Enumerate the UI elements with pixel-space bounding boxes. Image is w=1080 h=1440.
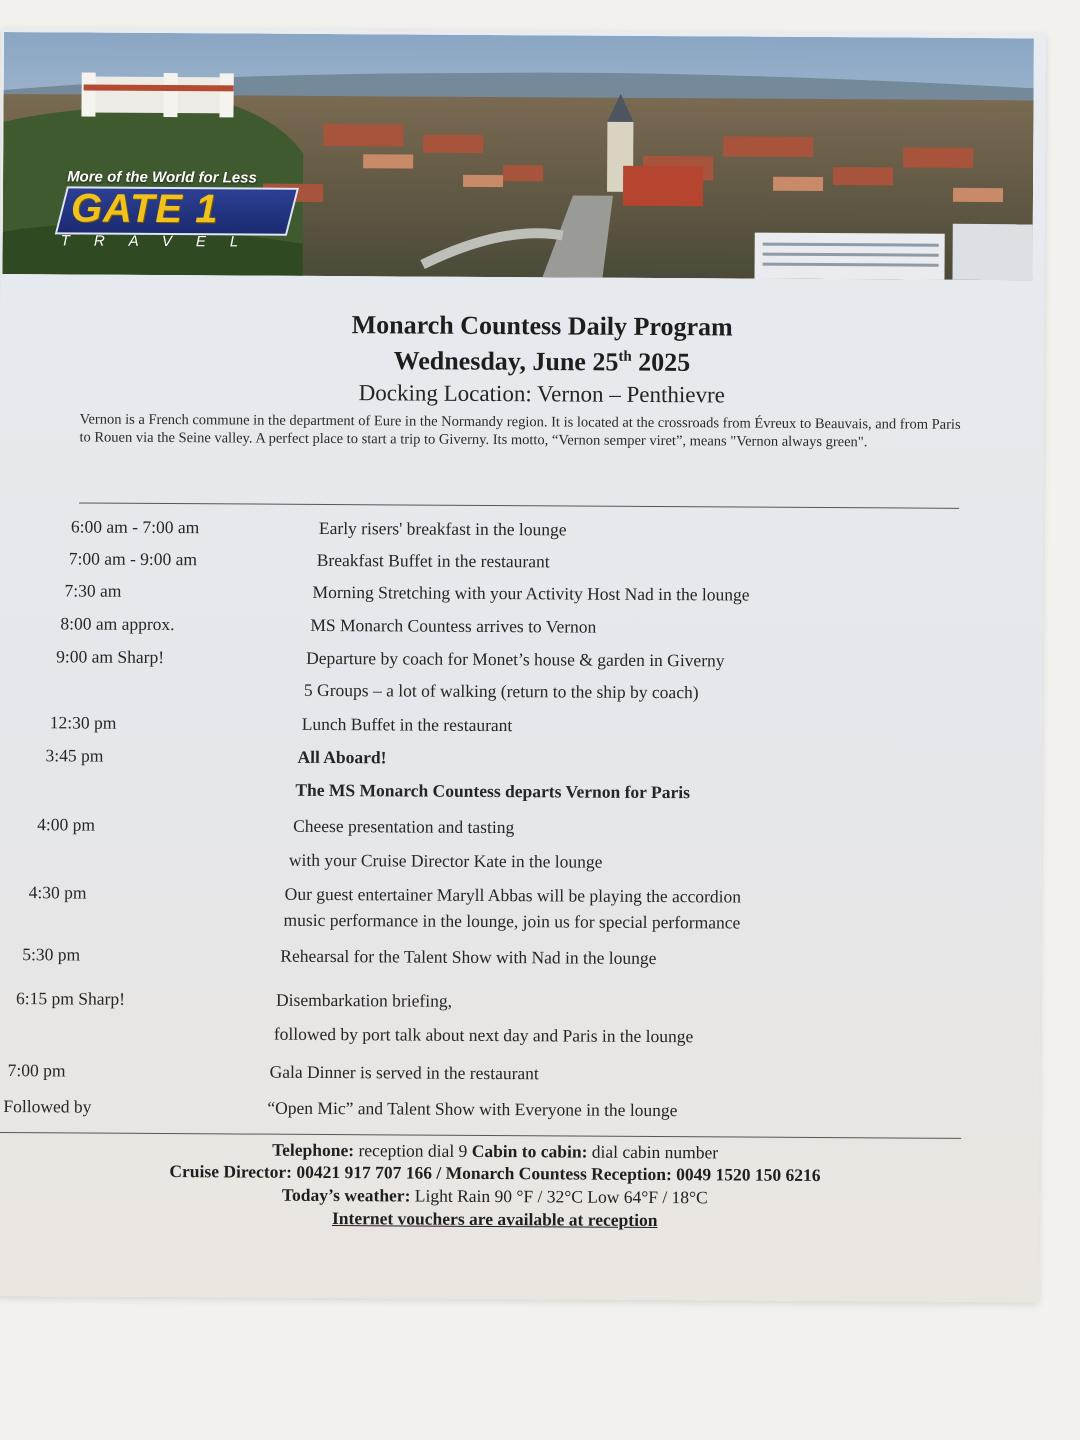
schedule-desc: Our guest entertainer Maryll Abbas will be playing the accordion (284, 883, 742, 907)
schedule-time: 6:15 pm Sharp! (16, 988, 126, 1009)
schedule-desc: Gala Dinner is served in the restaurant (269, 1061, 539, 1084)
location-intro-paragraph: Vernon is a French commune in the department of Eure in the Normandy region. It is located at the crossroads from Évreux to Beauvais, and from Paris to Rouen via the Seine valley. A perfect place to start a trip to Giverny. Its motto, “Vernon semper viret”, means "Vernon always green". (79, 411, 961, 450)
docking-location: Docking Location: Vernon – Penthievre (358, 379, 725, 408)
cabin-text: dial cabin number (587, 1141, 719, 1163)
header-divider (79, 502, 959, 508)
schedule-time: 6:00 am - 7:00 am (70, 516, 200, 538)
footer-internet-note (0, 1206, 995, 1233)
telephone-text: reception dial 9 (354, 1140, 472, 1161)
schedule-time: 7:00 pm (7, 1060, 66, 1081)
schedule-desc: Rehearsal for the Talent Show with Nad in the lounge (280, 945, 657, 969)
logo-wordmark: GATE 1 (70, 186, 219, 232)
schedule-time: 7:00 am - 9:00 am (68, 548, 198, 570)
schedule-time: 5:30 pm (22, 944, 81, 965)
schedule-desc: music performance in the lounge, join us for special performance (283, 909, 741, 933)
schedule-desc: The MS Monarch Countess departs Vernon for Paris (295, 779, 690, 803)
weather-text: Light Rain 90 °F / 32°C Low 64°F / 18°C (410, 1185, 708, 1208)
schedule-desc: Lunch Buffet in the restaurant (301, 713, 513, 736)
date-text: Wednesday, June 25 (393, 346, 619, 377)
date-ordinal: th (618, 348, 632, 365)
schedule-desc: Early risers' breakfast in the lounge (318, 517, 567, 540)
schedule-desc: “Open Mic” and Talent Show with Everyone in the lounge (267, 1097, 678, 1121)
schedule-list (0, 508, 1043, 1121)
schedule-time: 4:00 pm (37, 814, 96, 835)
cabin-label: Cabin to cabin: (471, 1140, 588, 1162)
schedule-time: Followed by (3, 1096, 92, 1117)
gate1-logo (53, 168, 314, 260)
cruise-director-label: Cruise Director: 00421 917 707 166 / Monarch Countess Reception: (169, 1161, 672, 1185)
schedule-time: 8:00 am approx. (60, 613, 175, 635)
logo-subtitle: TRAVEL (60, 232, 263, 251)
schedule-desc: 5 Groups – a lot of walking (return to the ship by coach) (303, 679, 699, 703)
footer-divider (0, 1132, 961, 1139)
internet-vouchers-text: Internet vouchers are available at reception (331, 1208, 658, 1231)
schedule-desc: Morning Stretching with your Activity Host Nad in the lounge (312, 581, 750, 605)
schedule-desc: with your Cruise Director Kate in the lounge (288, 849, 603, 872)
program-content (0, 308, 1044, 1231)
schedule-desc: Breakfast Buffet in the restaurant (316, 549, 550, 572)
schedule-desc: Disembarkation briefing, (276, 989, 453, 1011)
schedule-time: 4:30 pm (28, 882, 87, 903)
header-banner-photo (2, 32, 1033, 280)
schedule-desc: Cheese presentation and tasting (293, 815, 515, 838)
schedule-time: 12:30 pm (49, 712, 117, 733)
schedule-time: 7:30 am (64, 580, 122, 601)
telephone-label: Telephone: (272, 1139, 355, 1161)
daily-program-sheet (0, 28, 1046, 1302)
reception-number: 0049 1520 150 6216 (671, 1164, 821, 1186)
program-title (40, 308, 1044, 380)
brand-tagline: More of the World for Less (67, 168, 257, 187)
title-line-ship: Monarch Countess Daily Program (351, 310, 733, 342)
schedule-time: 9:00 am Sharp! (56, 646, 165, 668)
schedule-time: 3:45 pm (45, 745, 104, 766)
schedule-desc: All Aboard! (297, 746, 387, 768)
date-year: 2025 (631, 347, 691, 377)
schedule-desc: followed by port talk about next day and Paris in the lounge (273, 1023, 694, 1047)
schedule-desc: MS Monarch Countess arrives to Vernon (310, 614, 597, 637)
title-line-date (40, 338, 1044, 380)
schedule-desc: Departure by coach for Monet’s house & garden in Giverny (306, 647, 725, 671)
weather-label: Today’s weather: (281, 1184, 411, 1206)
